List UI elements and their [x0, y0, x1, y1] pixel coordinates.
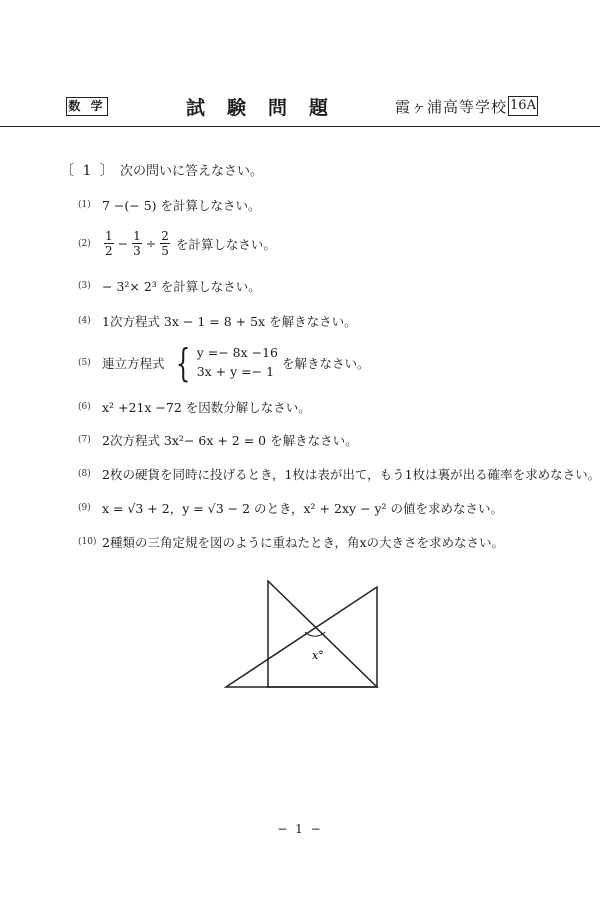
equation-line: y =− 8x −16 — [196, 345, 279, 361]
fraction-numerator: 2 — [161, 229, 169, 243]
angle-label: x° — [312, 649, 324, 662]
question-text: x² +21x −72 を因数分解しなさい。 — [102, 400, 311, 415]
question-number: (10) — [78, 537, 97, 547]
question-number: (5) — [78, 358, 91, 368]
section-number: 〔 1 〕 — [60, 163, 116, 179]
equation-line: 3x + y =− 1 — [196, 364, 275, 379]
question-number: (1) — [78, 200, 91, 210]
question-prefix: 連立方程式 — [102, 356, 165, 371]
operator: − — [117, 236, 129, 251]
exam-code: 16A — [508, 96, 538, 116]
fraction-numerator: 1 — [133, 229, 141, 243]
left-brace-icon: { — [175, 341, 190, 385]
question-number: (3) — [78, 281, 91, 291]
question-text: を解きなさい。 — [282, 356, 370, 371]
question-text: 2種類の三角定規を図のように重ねたとき，角xの大きさを求めなさい。 — [102, 535, 505, 550]
question-number: (8) — [78, 469, 91, 479]
page-number: − 1 − — [277, 822, 323, 836]
question-number: (9) — [78, 503, 91, 513]
question-number: (7) — [78, 435, 91, 445]
question-text: を計算しなさい。 — [175, 236, 276, 252]
fraction-denominator: 5 — [161, 244, 169, 258]
question-text: − 3²× 2³ を計算しなさい。 — [102, 279, 261, 294]
school-name: 霞ヶ浦高等学校 — [395, 98, 508, 116]
question-text: 2次方程式 3x²− 6x + 2 = 0 を解きなさい。 — [102, 433, 358, 448]
triangle-ruler-30-60 — [226, 587, 377, 687]
question-text: x = √3 + 2，y = √3 − 2 のとき，x² + 2xy − y² の値を求めなさい。 — [102, 501, 504, 516]
question-number: (2) — [78, 238, 91, 249]
question-text: 1次方程式 3x − 1 = 8 + 5x を解きなさい。 — [102, 314, 357, 329]
question-number: (4) — [78, 316, 91, 326]
section-instruction: 次の問いに答えなさい。 — [119, 164, 263, 179]
subject-label: 数 学 — [66, 97, 108, 116]
question-text: 7 −(− 5) を計算しなさい。 — [102, 198, 261, 213]
exam-title: 試験問題 — [186, 97, 351, 119]
fraction-denominator: 2 — [105, 244, 113, 258]
fraction-denominator: 3 — [133, 244, 141, 258]
operator: ÷ — [145, 236, 157, 251]
fraction-numerator: 1 — [105, 229, 113, 243]
question-number: (6) — [78, 402, 91, 412]
question-text: 2枚の硬貨を同時に投げるとき，1枚は表が出て，もう1枚は裏が出る確率を求めなさい。 — [102, 467, 600, 482]
